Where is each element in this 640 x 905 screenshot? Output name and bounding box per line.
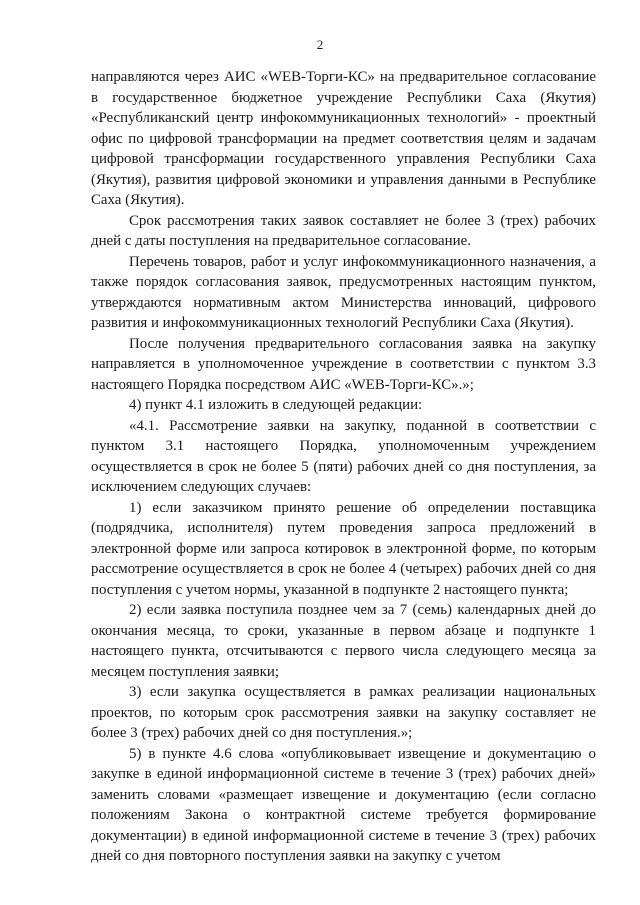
paragraph-5: 4) пункт 4.1 изложить в следующей редакции: [129, 397, 423, 413]
paragraph-3: Перечень товаров, работ и услуг инфокоммуникационного назначения, а также порядок согласования заявок, предусмотренных настоящим пунктом, утверждаются нормативным актом Министерства инноваций, цифрового развития и инфокоммуникационных технологий Республики Саха (Якутия). [91, 253, 596, 331]
paragraph-6: «4.1. Рассмотрение заявки на закупку, поданной в соответствии с пунктом 3.1 настоящего Порядка, уполномоченным учреждением осуществляется в срок не более 5 (пяти) рабочих дней со дня поступления, за исключением следующих случаев: [91, 417, 596, 495]
paragraph-8: 2) если заявка поступила позднее чем за 7 (семь) календарных дней до окончания месяца, то сроки, указанные в первом абзаце и подпункте 1 настоящего пункта, отсчитываются с первого числа следующего месяца за месяцем поступления заявки; [91, 602, 596, 680]
paragraph-10: 5) в пункте 4.6 слова «опубликовывает извещение и документацию о закупке в единой информационной системе в течение 3 (трех) рабочих дней» заменить словами «размещает извещение и документацию (если согласно положениям Закона о контрактной системе требуется формирование документации) в единой информационной системе в течение 3 (трех) рабочих дней со дня повторного поступления заявки на закупку с учетом [91, 745, 596, 864]
paragraph-7: 1) если заказчиком принято решение об определении поставщика (подрядчика, исполнителя) путем проведения запроса предложений в электронной форме или запроса котировок в электронной форме, по которым рассмотрение осуществляется в срок не более 4 (четырех) рабочих дней со дня поступления с учетом нормы, указанной в подпункте 2 настоящего пункта; [91, 499, 596, 598]
page-number: 2 [316, 37, 324, 52]
document-body [91, 67, 596, 867]
paragraph-1: направляются через АИС «WEB-Торги-КС» на предварительное согласование в государственное бюджетное учреждение Республики Саха (Якутия) «Республиканский центр инфокоммуникационных технологий» - проектный офис по цифровой трансформации на предмет соответствия целям и задачам цифровой трансформации государственного управления Республики Саха (Якутия), развития цифровой экономики и управления данными в Республике Саха (Якутия). [91, 69, 596, 208]
paragraph-4: После получения предварительного согласования заявка на закупку направляется в уполномоченное учреждение в соответствии с пунктом 3.3 настоящего Порядка посредством АИС «WEB-Торги-КС».»; [91, 335, 596, 393]
paragraph-2: Срок рассмотрения таких заявок составляет не более 3 (трех) рабочих дней с даты поступления на предварительное согласование. [91, 212, 596, 249]
paragraph-9: 3) если закупка осуществляется в рамках реализации национальных проектов, по которым срок рассмотрения заявки на закупку составляет не более 3 (трех) рабочих дней со дня поступления.»; [91, 684, 596, 741]
